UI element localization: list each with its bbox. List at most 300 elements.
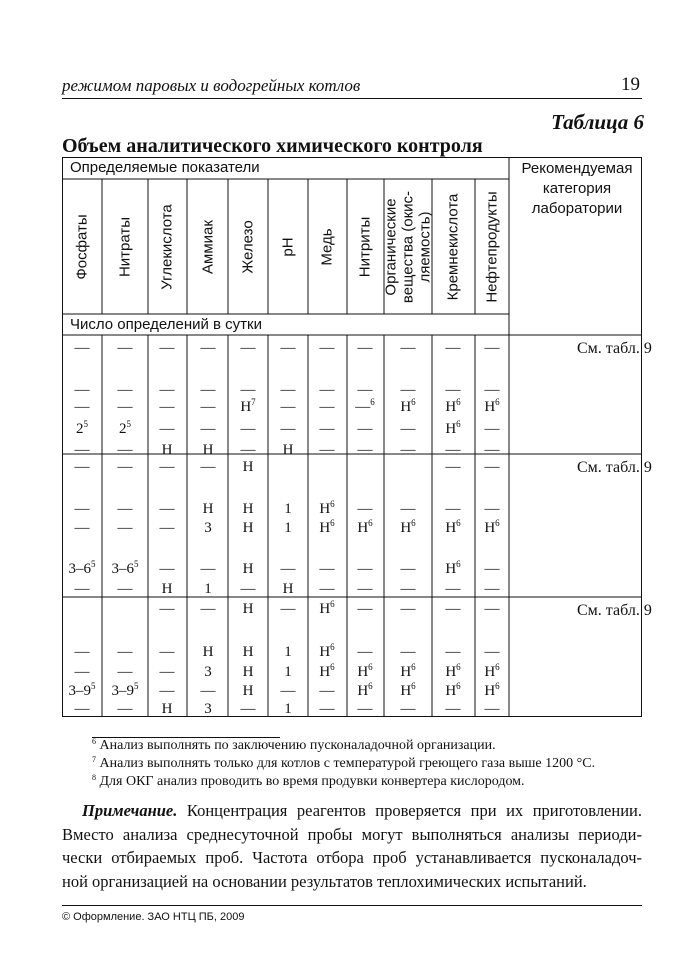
table-cell <box>241 582 256 597</box>
table-cell <box>201 400 216 415</box>
table-cell <box>201 562 216 577</box>
cell-value: Н <box>242 561 254 577</box>
table-cell <box>75 702 90 717</box>
cell-footnote-mark: 6 <box>370 397 375 407</box>
cell-value: — <box>200 601 216 617</box>
note-line-2: Вместо анализа среднесуточной пробы могут выполняться анализы периоди- <box>62 824 642 844</box>
cell-value: 3–6 <box>68 561 91 577</box>
cell-value: — <box>357 442 373 458</box>
cell-value: — <box>445 501 461 517</box>
cell-value: — <box>200 340 216 356</box>
table-cell <box>281 400 296 415</box>
footnote-6 <box>92 738 496 754</box>
cell-value: Н <box>161 581 173 597</box>
cell-footnote-mark: 5 <box>91 559 96 569</box>
cell-value: Н <box>400 399 412 415</box>
cell-value: Н <box>445 520 457 536</box>
cell-value: — <box>357 644 373 660</box>
table-cell <box>284 702 292 717</box>
cell-value: — <box>117 399 133 415</box>
cell-value: 2 <box>119 421 127 437</box>
table-cell <box>201 383 216 398</box>
table-cell <box>118 443 133 458</box>
cell-value: — <box>484 601 500 617</box>
cell-value: — <box>159 520 175 536</box>
cell-value: — <box>484 701 500 717</box>
cell-footnote-mark: 6 <box>411 397 416 407</box>
cell-footnote-mark: 6 <box>330 662 335 672</box>
cell-value: Н <box>242 501 254 517</box>
table-cell <box>284 645 292 660</box>
table-cell <box>485 702 500 717</box>
table-cell <box>75 460 90 475</box>
table-cell <box>485 582 500 597</box>
cell-footnote-mark: 6 <box>456 419 461 429</box>
table-cell <box>243 665 254 680</box>
column-header-petroleum-products: Нефтепродукты <box>483 191 501 303</box>
table-cell <box>319 642 335 660</box>
column-header-ph: pH <box>279 237 297 257</box>
column-header-copper: Медь <box>318 228 336 266</box>
cell-value: — <box>280 421 296 437</box>
table-cell <box>445 397 461 415</box>
cell-value: — <box>445 601 461 617</box>
cell-footnote-mark: 6 <box>495 397 500 407</box>
cell-value: — <box>280 340 296 356</box>
table-cell <box>281 383 296 398</box>
table-cell <box>320 383 335 398</box>
table-cell <box>241 341 256 356</box>
cell-value: — <box>280 601 296 617</box>
cell-value: — <box>240 421 256 437</box>
cell-value: — <box>240 581 256 597</box>
table-cell <box>320 702 335 717</box>
cell-value: — <box>400 382 416 398</box>
cell-value: — <box>240 382 256 398</box>
cell-value: — <box>200 683 216 699</box>
table-cell <box>76 419 88 437</box>
cell-value: — <box>117 701 133 717</box>
note-line-1-text: Концентрация реагентов проверяется при их приготовлении. <box>186 801 642 820</box>
footnote-7 <box>92 756 595 772</box>
table-cell <box>485 562 500 577</box>
table-cell <box>118 521 133 536</box>
table-cell <box>485 341 500 356</box>
table-cell <box>118 502 133 517</box>
recommended-section-2: См. табл. 9 <box>577 459 652 476</box>
cell-value: — <box>319 340 335 356</box>
table-cell <box>111 681 139 699</box>
cell-value: — <box>357 421 373 437</box>
table-cell <box>281 684 296 699</box>
table-cell <box>401 443 416 458</box>
cell-footnote-mark: 6 <box>456 681 461 691</box>
footnote-8 <box>92 774 525 790</box>
table-cell <box>446 341 461 356</box>
table-cell <box>401 502 416 517</box>
cell-value: — <box>357 382 373 398</box>
cell-value: — <box>159 459 175 475</box>
table-cell <box>445 518 461 536</box>
table-cell <box>319 599 335 617</box>
cell-value: — <box>319 581 335 597</box>
table-cell <box>283 582 294 597</box>
table-cell <box>401 341 416 356</box>
table-title: Объем аналитического химического контроля <box>62 135 483 157</box>
cell-value: — <box>117 581 133 597</box>
table-cell <box>446 702 461 717</box>
table-cell <box>484 681 500 699</box>
cell-value: — <box>400 421 416 437</box>
cell-footnote-mark: 6 <box>330 599 335 609</box>
table-cell <box>118 702 133 717</box>
recommended-header-line-2: категория <box>542 180 612 197</box>
footnote-text: Для ОКГ анализ проводить во время продувки конвертера кислородом. <box>99 774 525 789</box>
cell-value: — <box>400 644 416 660</box>
table-cell <box>320 562 335 577</box>
cell-footnote-mark: 6 <box>330 642 335 652</box>
cell-footnote-mark: 6 <box>495 662 500 672</box>
table-cell <box>111 559 139 577</box>
table-cell <box>400 662 416 680</box>
cell-footnote-mark: 6 <box>330 518 335 528</box>
table-cell <box>160 562 175 577</box>
table-cell <box>243 502 254 517</box>
cell-value: — <box>319 561 335 577</box>
table-cell <box>320 422 335 437</box>
table-cell <box>445 662 461 680</box>
cell-value: Н <box>445 561 457 577</box>
cell-value: — <box>357 701 373 717</box>
table-cell <box>445 419 461 437</box>
organic-header-line-2: вещества (окис- <box>399 190 417 304</box>
table-cell <box>358 502 373 517</box>
table-cell <box>319 499 335 517</box>
table-cell <box>320 684 335 699</box>
cell-value: — <box>117 664 133 680</box>
table-cell <box>204 665 212 680</box>
cell-footnote-mark: 6 <box>411 662 416 672</box>
table-cell <box>446 443 461 458</box>
table-cell <box>485 502 500 517</box>
cell-value: — <box>400 601 416 617</box>
table-cell <box>281 602 296 617</box>
table-cell <box>203 645 214 660</box>
table-cell <box>243 684 254 699</box>
cell-value: — <box>319 399 335 415</box>
table-cell <box>204 702 212 717</box>
cell-value: — <box>355 399 371 415</box>
table-cell <box>240 397 256 415</box>
cell-value: — <box>74 442 90 458</box>
table-cell <box>118 460 133 475</box>
table-cell <box>400 681 416 699</box>
cell-value: — <box>400 581 416 597</box>
cell-value: Н <box>445 664 457 680</box>
cell-value: — <box>74 459 90 475</box>
table-cell <box>241 443 256 458</box>
table-cell <box>319 662 335 680</box>
cell-value: — <box>74 644 90 660</box>
cell-value: — <box>280 382 296 398</box>
table-cell <box>160 645 175 660</box>
cell-value: — <box>159 561 175 577</box>
cell-value: — <box>357 561 373 577</box>
cell-value: — <box>400 442 416 458</box>
table-cell <box>401 702 416 717</box>
cell-value: — <box>74 520 90 536</box>
table-cell <box>160 400 175 415</box>
cell-value: Н <box>357 664 369 680</box>
cell-value: — <box>445 382 461 398</box>
table-cell <box>243 521 254 536</box>
table-cell <box>241 383 256 398</box>
table-cell <box>283 443 294 458</box>
table-cell <box>160 684 175 699</box>
cell-value: — <box>357 601 373 617</box>
cell-footnote-mark: 6 <box>368 662 373 672</box>
cell-value: — <box>159 501 175 517</box>
cell-value: 1 <box>284 501 292 517</box>
cell-value: — <box>400 561 416 577</box>
column-header-silicic-acid: Кремнекислота <box>444 193 462 301</box>
cell-value: Н <box>484 399 496 415</box>
cell-value: Н <box>282 442 294 458</box>
cell-value: — <box>484 644 500 660</box>
table-cell <box>75 645 90 660</box>
cell-value: — <box>319 382 335 398</box>
cell-value: Н <box>242 664 254 680</box>
cell-value: Н <box>242 601 254 617</box>
note-line-3: чески отбираемых проб. Частота отбора проб устанавливается пусконаладоч- <box>62 848 642 867</box>
table-cell <box>484 662 500 680</box>
cell-value: Н <box>400 664 412 680</box>
cell-value: — <box>484 340 500 356</box>
table-cell <box>160 341 175 356</box>
table-cell <box>485 602 500 617</box>
table-body <box>62 157 642 717</box>
cell-value: — <box>319 701 335 717</box>
cell-value: — <box>280 683 296 699</box>
table-cell <box>485 460 500 475</box>
table-cell <box>446 383 461 398</box>
table-cell <box>358 443 373 458</box>
cell-value: Н <box>400 683 412 699</box>
table-cell <box>358 562 373 577</box>
table-cell <box>446 645 461 660</box>
table-cell <box>201 684 216 699</box>
page-number: 19 <box>621 74 640 95</box>
table-cell <box>162 702 173 717</box>
cell-value: — <box>484 501 500 517</box>
table-cell <box>284 502 292 517</box>
cell-value: Н <box>242 459 254 475</box>
cell-value: — <box>117 340 133 356</box>
cell-footnote-mark: 6 <box>456 397 461 407</box>
table-cell <box>203 443 214 458</box>
cell-value: — <box>400 701 416 717</box>
column-header-carbonic-acid: Углекислота <box>158 204 176 290</box>
table-cell <box>484 518 500 536</box>
cell-value: — <box>159 382 175 398</box>
table-cell <box>75 400 90 415</box>
cell-footnote-mark: 7 <box>251 397 256 407</box>
cell-footnote-mark: 6 <box>456 518 461 528</box>
cell-value: Н <box>319 520 331 536</box>
table-cell <box>75 341 90 356</box>
cell-value: 2 <box>76 421 84 437</box>
table-cell <box>118 582 133 597</box>
group-header: Определяемые показатели <box>70 159 260 176</box>
cell-value: — <box>400 501 416 517</box>
table-cell <box>160 422 175 437</box>
table-cell <box>319 518 335 536</box>
cell-value: Н <box>202 644 214 660</box>
table-cell <box>162 582 173 597</box>
footnote-mark: 6 <box>92 737 96 746</box>
cell-value: Н <box>242 644 254 660</box>
copyright: © Оформление. ЗАО НТЦ ПБ, 2009 <box>62 911 245 923</box>
cell-footnote-mark: 5 <box>134 681 139 691</box>
cell-footnote-mark: 6 <box>456 559 461 569</box>
table-cell <box>485 383 500 398</box>
cell-value: 1 <box>204 581 212 597</box>
cell-value: — <box>74 701 90 717</box>
cell-value: — <box>400 340 416 356</box>
cell-value: Н <box>319 601 331 617</box>
cell-footnote-mark: 6 <box>368 518 373 528</box>
cell-value: Н <box>319 501 331 517</box>
table-cell <box>358 582 373 597</box>
cell-value: Н <box>242 683 254 699</box>
table-cell <box>201 341 216 356</box>
cell-value: Н <box>445 683 457 699</box>
table-cell <box>119 419 131 437</box>
count-label: Число определений в сутки <box>70 316 262 333</box>
cell-value: — <box>240 442 256 458</box>
organic-header-line-3: ляемость) <box>416 211 434 283</box>
cell-value: — <box>445 340 461 356</box>
cell-value: — <box>445 581 461 597</box>
cell-value: Н <box>282 581 294 597</box>
table-cell <box>355 397 375 415</box>
table-cell <box>400 518 416 536</box>
table-label: Таблица 6 <box>551 110 644 134</box>
cell-footnote-mark: 5 <box>83 419 88 429</box>
table-cell <box>484 397 500 415</box>
table-cell <box>243 460 254 475</box>
table-cell <box>358 645 373 660</box>
table-cell <box>445 559 461 577</box>
cell-value: 3 <box>204 520 212 536</box>
cell-value: Н <box>202 442 214 458</box>
cell-value: — <box>117 501 133 517</box>
table-cell <box>75 502 90 517</box>
cell-footnote-mark: 6 <box>411 681 416 691</box>
cell-value: Н <box>357 683 369 699</box>
table-cell <box>358 383 373 398</box>
table-cell <box>357 518 373 536</box>
cell-value: — <box>357 581 373 597</box>
table-cell <box>320 400 335 415</box>
cell-value: — <box>117 382 133 398</box>
cell-value: — <box>484 561 500 577</box>
cell-value: — <box>159 683 175 699</box>
cell-value: Н <box>484 683 496 699</box>
table-cell <box>241 422 256 437</box>
table-cell <box>281 562 296 577</box>
cell-value: Н <box>319 644 331 660</box>
cell-value: — <box>484 382 500 398</box>
table-cell <box>401 383 416 398</box>
cell-value: 1 <box>284 701 292 717</box>
cell-value: 3–9 <box>68 683 91 699</box>
cell-value: — <box>159 340 175 356</box>
organic-header-line-1: Органические <box>382 198 400 296</box>
table-cell <box>243 602 254 617</box>
cell-value: — <box>445 644 461 660</box>
table-cell <box>204 521 212 536</box>
table-cell <box>401 645 416 660</box>
cell-value: — <box>74 399 90 415</box>
cell-footnote-mark: 6 <box>368 681 373 691</box>
table-cell <box>281 341 296 356</box>
table-cell <box>320 582 335 597</box>
recommended-header-line-1: Рекомендуемая <box>521 160 633 177</box>
table-cell <box>446 502 461 517</box>
cell-footnote-mark: 5 <box>126 419 131 429</box>
recommended-section-1: См. табл. 9 <box>577 340 652 357</box>
cell-value: — <box>445 442 461 458</box>
analysis-table <box>62 157 652 717</box>
cell-value: — <box>200 459 216 475</box>
cell-value: 3–9 <box>111 683 134 699</box>
table-cell <box>446 602 461 617</box>
table-cell <box>203 502 214 517</box>
cell-footnote-mark: 5 <box>134 559 139 569</box>
cell-value: Н <box>445 421 457 437</box>
cell-value: Н <box>161 442 173 458</box>
cell-value: — <box>74 382 90 398</box>
cell-value: — <box>319 683 335 699</box>
cell-value: — <box>445 459 461 475</box>
cell-value: Н <box>400 520 412 536</box>
cell-footnote-mark: 6 <box>330 499 335 509</box>
cell-value: — <box>74 340 90 356</box>
table-cell <box>75 383 90 398</box>
table-cell <box>75 443 90 458</box>
note-paragraph <box>62 799 642 893</box>
table-cell <box>284 665 292 680</box>
table-cell <box>204 582 212 597</box>
footnote-mark: 8 <box>92 773 96 782</box>
table-cell <box>118 665 133 680</box>
table-cell <box>358 341 373 356</box>
cell-value: 1 <box>284 520 292 536</box>
cell-footnote-mark: 6 <box>495 681 500 691</box>
cell-value: 1 <box>284 644 292 660</box>
table-cell <box>358 422 373 437</box>
table-cell <box>201 602 216 617</box>
cell-value: — <box>74 581 90 597</box>
note-label: Примечание. <box>82 801 178 820</box>
table-cell <box>160 383 175 398</box>
cell-footnote-mark: 6 <box>456 662 461 672</box>
cell-value: — <box>200 561 216 577</box>
cell-value: 3–6 <box>111 561 134 577</box>
cell-value: — <box>117 459 133 475</box>
table-cell <box>160 521 175 536</box>
